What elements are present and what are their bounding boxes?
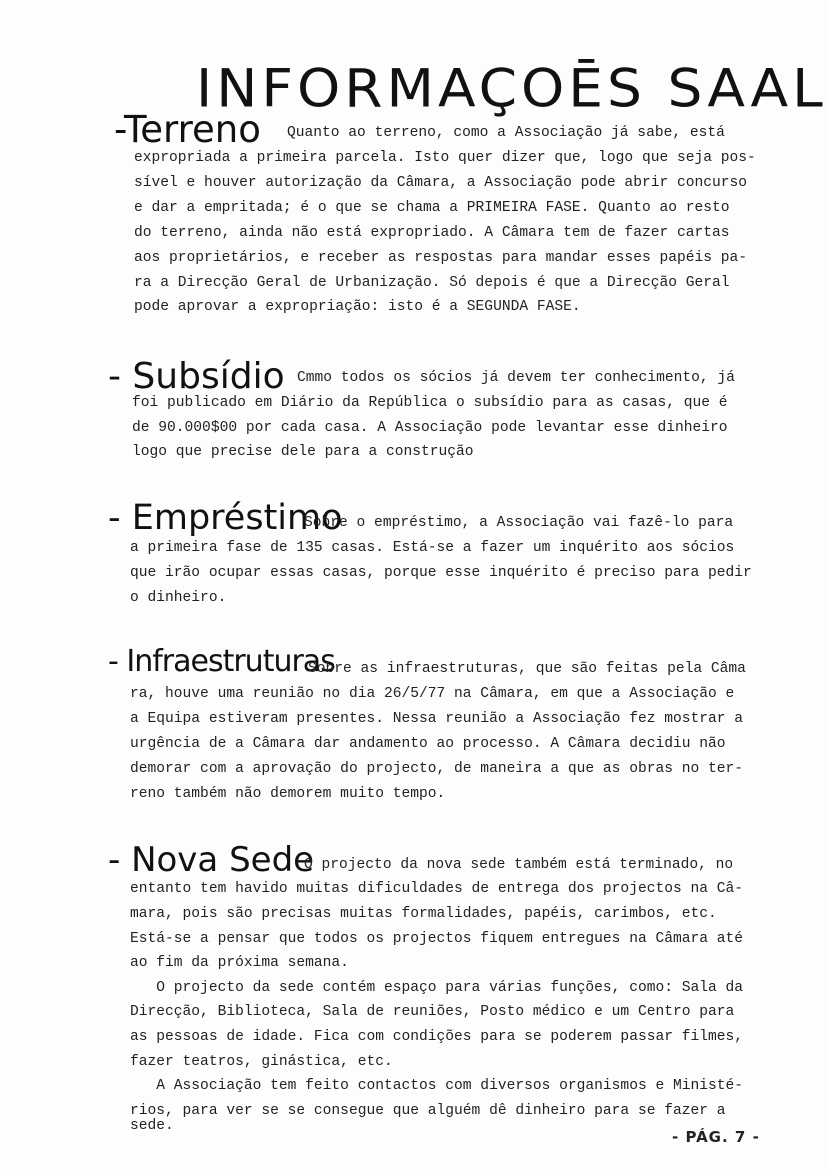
section-line: demorar com a aprovação do projecto, de maneira a que as obras no ter- <box>130 761 744 777</box>
section-line: logo que precise dele para a construção <box>132 444 474 460</box>
section-heading-emprestimo: - Empréstimo <box>108 498 343 538</box>
section-line: foi publicado em Diário da República o subsídio para as casas, que é <box>132 395 728 411</box>
section-line: mara, pois são precisas muitas formalidades, papéis, carimbos, etc. <box>130 906 717 922</box>
section-line: rios, para ver se se consegue que alguém dê dinheiro para se fazer a <box>130 1103 726 1119</box>
section-line: pode aprovar a expropriação: isto é a SEGUNDA FASE. <box>134 299 581 315</box>
section-line: O projecto da sede contém espaço para várias funções, como: Sala da <box>130 980 744 996</box>
section-heading-terreno: -Terreno <box>114 108 261 151</box>
section-line: urgência de a Câmara dar andamento ao processo. A Câmara decidiu não <box>130 736 726 752</box>
section-heading-infraestruturas: - Infraestruturas <box>108 644 335 679</box>
section-line: sível e houver autorização da Câmara, a Associação pode abrir concurso <box>134 175 748 191</box>
section-line: a primeira fase de 135 casas. Está-se a fazer um inquérito aos sócios <box>130 540 735 556</box>
section-line: fazer teatros, ginástica, etc. <box>130 1054 393 1070</box>
section-line: entanto tem havido muitas dificuldades de entrega dos projectos na Câ- <box>130 881 744 897</box>
page-title: INFORMAÇOĒS SAAL <box>196 58 827 119</box>
section-line: aos proprietários, e receber as respostas para mandar esses papéis pa- <box>134 250 748 266</box>
section-line: e dar a empritada; é o que se chama a PRIMEIRA FASE. Quanto ao resto <box>134 200 730 216</box>
section-line: Quanto ao terreno, como a Associação já sabe, está <box>287 125 725 141</box>
section-heading-nova-sede: - Nova Sede <box>108 840 315 880</box>
section-line: o dinheiro. <box>130 590 227 606</box>
section-line: a Equipa estiveram presentes. Nessa reunião a Associação fez mostrar a <box>130 711 744 727</box>
section-line: sede. <box>130 1118 174 1134</box>
section-line: de 90.000$00 por cada casa. A Associação pode levantar esse dinheiro <box>132 420 728 436</box>
section-line: Está-se a pensar que todos os projectos fiquem entregues na Câmara até <box>130 931 744 947</box>
section-line: que irão ocupar essas casas, porque esse inquérito é preciso para pedir <box>130 565 752 581</box>
section-line: Sobre as infraestruturas, que são feitas pela Câma <box>308 661 746 677</box>
section-line: Sobre o empréstimo, a Associação vai fazê-lo para <box>304 515 734 531</box>
section-line: ra, houve uma reunião no dia 26/5/77 na Câmara, em que a Associação e <box>130 686 735 702</box>
section-line: expropriada a primeira parcela. Isto quer dizer que, logo que seja pos- <box>134 150 756 166</box>
section-heading-subsidio: - Subsídio <box>108 356 285 397</box>
section-line: Cmmo todos os sócios já devem ter conhecimento, já <box>297 370 735 386</box>
section-line: ao fim da próxima semana. <box>130 955 349 971</box>
section-line: do terreno, ainda não está expropriado. A Câmara tem de fazer cartas <box>134 225 730 241</box>
section-line: reno também não demorem muito tempo. <box>130 786 446 802</box>
section-line: A Associação tem feito contactos com diversos organismos e Ministé- <box>130 1078 744 1094</box>
section-line: O projecto da nova sede também está terminado, no <box>304 857 734 873</box>
section-line: Direcção, Biblioteca, Sala de reuniões, Posto médico e um Centro para <box>130 1004 735 1020</box>
section-line: as pessoas de idade. Fica com condições para se poderem passar filmes, <box>130 1029 744 1045</box>
page-number: - PÁG. 7 - <box>672 1128 760 1146</box>
section-line: ra a Direcção Geral de Urbanização. Só depois é que a Direcção Geral <box>134 275 730 291</box>
